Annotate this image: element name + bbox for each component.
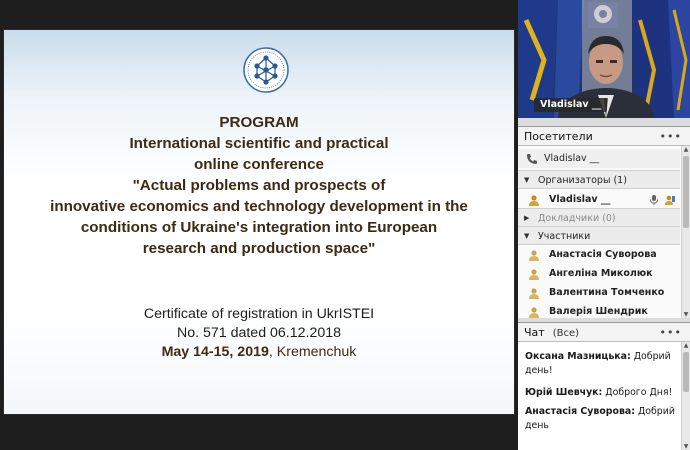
attendee-row[interactable]	[518, 245, 680, 264]
scroll-thumb[interactable]	[683, 156, 689, 228]
attendees-scrollbar[interactable]	[681, 146, 690, 318]
attendee-name: Ангеліна Миколюк	[549, 268, 653, 279]
attendee-row[interactable]	[518, 283, 680, 302]
collapse-triangle-icon[interactable]: ▼	[524, 232, 530, 240]
group-label: Организаторы (1)	[538, 175, 627, 186]
scroll-down-icon[interactable]: ▼	[683, 311, 689, 318]
attendees-list	[518, 146, 690, 318]
slide-title-line: PROGRAM	[219, 114, 299, 131]
presenter-rights-icon	[664, 194, 676, 206]
chat-message	[525, 386, 675, 400]
scroll-up-icon[interactable]: ▲	[683, 146, 689, 153]
attendees-title: Посетители	[524, 130, 593, 143]
message-author: Анастасія Суворова:	[525, 406, 635, 417]
ellipsis-icon[interactable]: •••	[659, 130, 682, 143]
city-text: , Kremenchuk	[268, 344, 357, 360]
attendees-header	[518, 126, 690, 146]
scroll-thumb[interactable]	[683, 352, 689, 392]
attendee-name: Валерія Шендрик	[549, 306, 648, 317]
chat-title: Чат	[524, 326, 545, 339]
user-icon	[528, 249, 540, 261]
certificate-number: No. 571 dated 06.12.2018	[176, 325, 342, 341]
slide-title-line: research and production space"	[142, 240, 376, 257]
message-text: Добрий день!	[525, 351, 671, 376]
scroll-down-icon[interactable]: ▼	[683, 443, 689, 450]
attendee-row[interactable]	[518, 190, 680, 209]
chat-scrollbar[interactable]	[681, 342, 690, 450]
user-icon	[528, 287, 540, 299]
user-icon	[528, 306, 540, 318]
ellipsis-icon[interactable]: •••	[659, 326, 682, 339]
slide-title-line: International scientific and practical	[129, 135, 389, 152]
host-user-icon	[528, 194, 540, 206]
message-text: Добрий день	[525, 406, 675, 431]
conference-date	[4, 343, 514, 362]
microphone-icon	[648, 194, 660, 206]
group-label: Докладчики (0)	[538, 213, 616, 224]
attendee-row[interactable]	[518, 264, 680, 283]
video-pod[interactable]	[518, 0, 690, 118]
slide-title-line: innovative economics and technology development in the	[50, 198, 468, 215]
slide-title-line: online conference	[194, 156, 324, 173]
message-author: Оксана Мазницька:	[525, 351, 631, 362]
phone-icon	[526, 153, 538, 165]
group-speakers[interactable]	[518, 208, 680, 227]
slide-title	[4, 112, 514, 259]
chat-header	[518, 322, 690, 342]
scroll-up-icon[interactable]: ▲	[683, 342, 689, 349]
group-participants[interactable]	[518, 226, 680, 245]
slide-title-line: conditions of Ukraine's integration into European	[80, 219, 438, 236]
collapse-triangle-icon[interactable]: ▶	[524, 214, 530, 222]
slide-certificate	[4, 305, 514, 362]
message-text: Доброго Дня!	[602, 387, 673, 398]
attendee-name: Валентина Томченко	[549, 287, 665, 298]
current-user-row[interactable]	[518, 149, 680, 168]
chat-scope[interactable]: (Все)	[552, 328, 580, 339]
group-organizers[interactable]	[518, 170, 680, 189]
chat-message	[525, 405, 675, 432]
current-user-name: Vladislav __	[544, 153, 600, 164]
certificate-line: Certificate of registration in UkrISTEI	[143, 306, 375, 322]
presenter-name-label: Vladislav __	[534, 98, 607, 112]
user-icon	[528, 268, 540, 280]
group-label: Участники	[538, 231, 591, 242]
institute-logo-icon	[242, 46, 290, 94]
chat-messages	[518, 342, 690, 450]
chat-message	[525, 350, 675, 377]
right-panel	[518, 0, 690, 450]
attendee-row[interactable]	[518, 302, 680, 318]
collapse-triangle-icon[interactable]: ▼	[524, 176, 530, 184]
message-author: Юрій Шевчук:	[525, 387, 603, 398]
presentation-slide	[4, 30, 514, 414]
slide-title-line: "Actual problems and prospects of	[132, 177, 386, 194]
date-text: May 14-15, 2019	[161, 344, 269, 360]
attendee-name: Анастасія Суворова	[549, 249, 657, 260]
attendee-name: Vladislav __	[549, 194, 611, 205]
